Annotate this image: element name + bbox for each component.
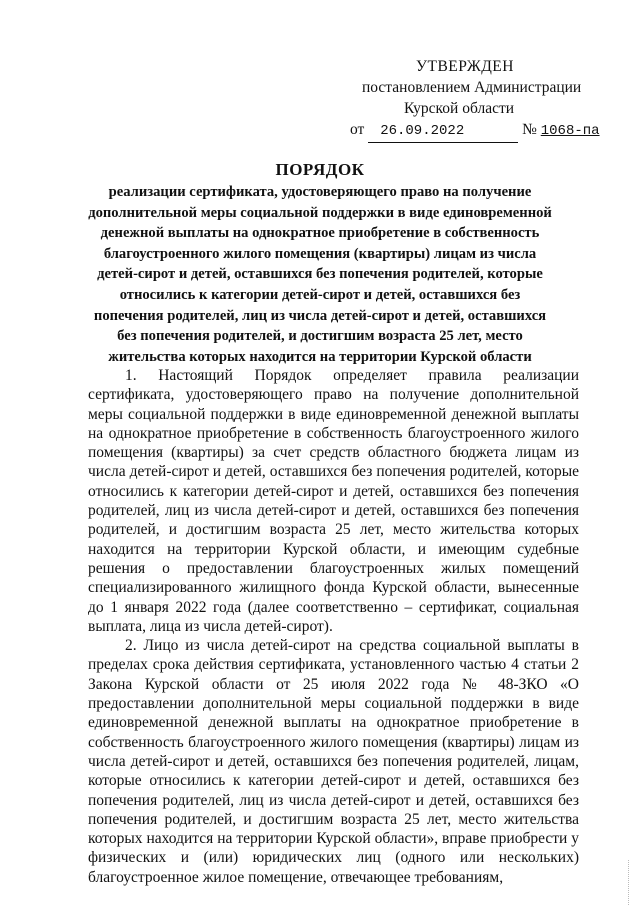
subtitle-line: реализации сертификата, удостоверяющего право на получение xyxy=(108,184,532,200)
subtitle-line: денежной выплаты на однократное приобретение в собственность xyxy=(100,225,540,242)
paragraph-1: 1. Настоящий Порядок определяет правила реализации сертификата, удостоверяющего право на получение дополнительной меры социальной поддержки в виде единовременной денежной выплаты на однократное приобретение в собственность благоустроенного жилого помещения (квартиры) за счет средств областного бюджета лицам из числа детей-сирот и детей, оставшихся без попечения родителей, которые относились к категории детей-сирот и детей, оставшихся без попечения родителей, лиц из числа детей-сирот и детей, оставшихся без попечения родителей, и достигшим возраста 25 лет, место жительства которых находится на территории Курской области, и имеющим судебные решения о предоставлении благоустроенных жилых помещений специализированного жилищного фонда Курской области, вынесенные до 1 января 2022 года (далее соответственно – сертификат, социальная выплата, лица из числа детей-сирот). xyxy=(88,367,579,635)
approval-date: 26.09.2022 xyxy=(368,121,518,143)
number-prefix: № xyxy=(522,121,537,138)
paragraph-2: 2. Лицо из числа детей-сирот на средства социальной выплаты в пределах срока действия сертификата, установленного частью 4 статьи 2 Закона Курской области от 25 июля 2022 года № 48-ЗКО «О предоставлении дополнительной меры социальной поддержки в виде единовременной денежной выплаты на однократное приобретение в собственность благоустроенного жилого помещения (квартиры) лицам из числа детей-сирот и детей, оставшихся без попечения родителей, лицам, которые относились к категории детей-сирот и детей, оставшихся без попечения родителей, лиц из числа детей-сирот и детей, оставшихся без попечения родителей, и достигшим возраста 25 лет, место жительства которых находится на территории Курской области», вправе приобрести у физических и (или) юридических лиц (одного или нескольких) благоустроенное жилое помещение, отвечающее требованиям, xyxy=(88,637,579,886)
approval-number: 1068-па xyxy=(540,123,600,139)
approval-title: УТВЕРЖДЕН xyxy=(416,58,514,75)
subtitle-line: относились к категории детей-сирот и детей, оставшихся без xyxy=(119,286,521,303)
subtitle-line: попечения родителей, лиц из числа детей-сирот и детей, оставшихся xyxy=(93,307,547,324)
approval-date-row xyxy=(350,119,600,143)
approval-stamp xyxy=(350,56,600,143)
date-prefix: от xyxy=(350,121,365,138)
document-body xyxy=(88,366,579,887)
scan-edge xyxy=(628,860,640,905)
subtitle-line: детей-сирот и детей, оставшихся без попечения родителей, которые xyxy=(97,266,543,283)
approval-issuer: постановлением Администрации xyxy=(362,79,582,96)
document-title: ПОРЯДОК xyxy=(275,160,365,179)
document-heading xyxy=(70,158,570,367)
approval-region: Курской области xyxy=(404,100,515,117)
subtitle-line: дополнительной меры социальной поддержки в виде единовременной xyxy=(88,204,552,221)
subtitle-line: жительства которых находится на территории Курской области xyxy=(108,348,532,365)
subtitle-line: благоустроенного жилого помещения (квартиры) лицам из числа xyxy=(103,245,537,262)
subtitle-line: без попечения родителей, и достигшим возраста 25 лет, место xyxy=(117,328,523,345)
